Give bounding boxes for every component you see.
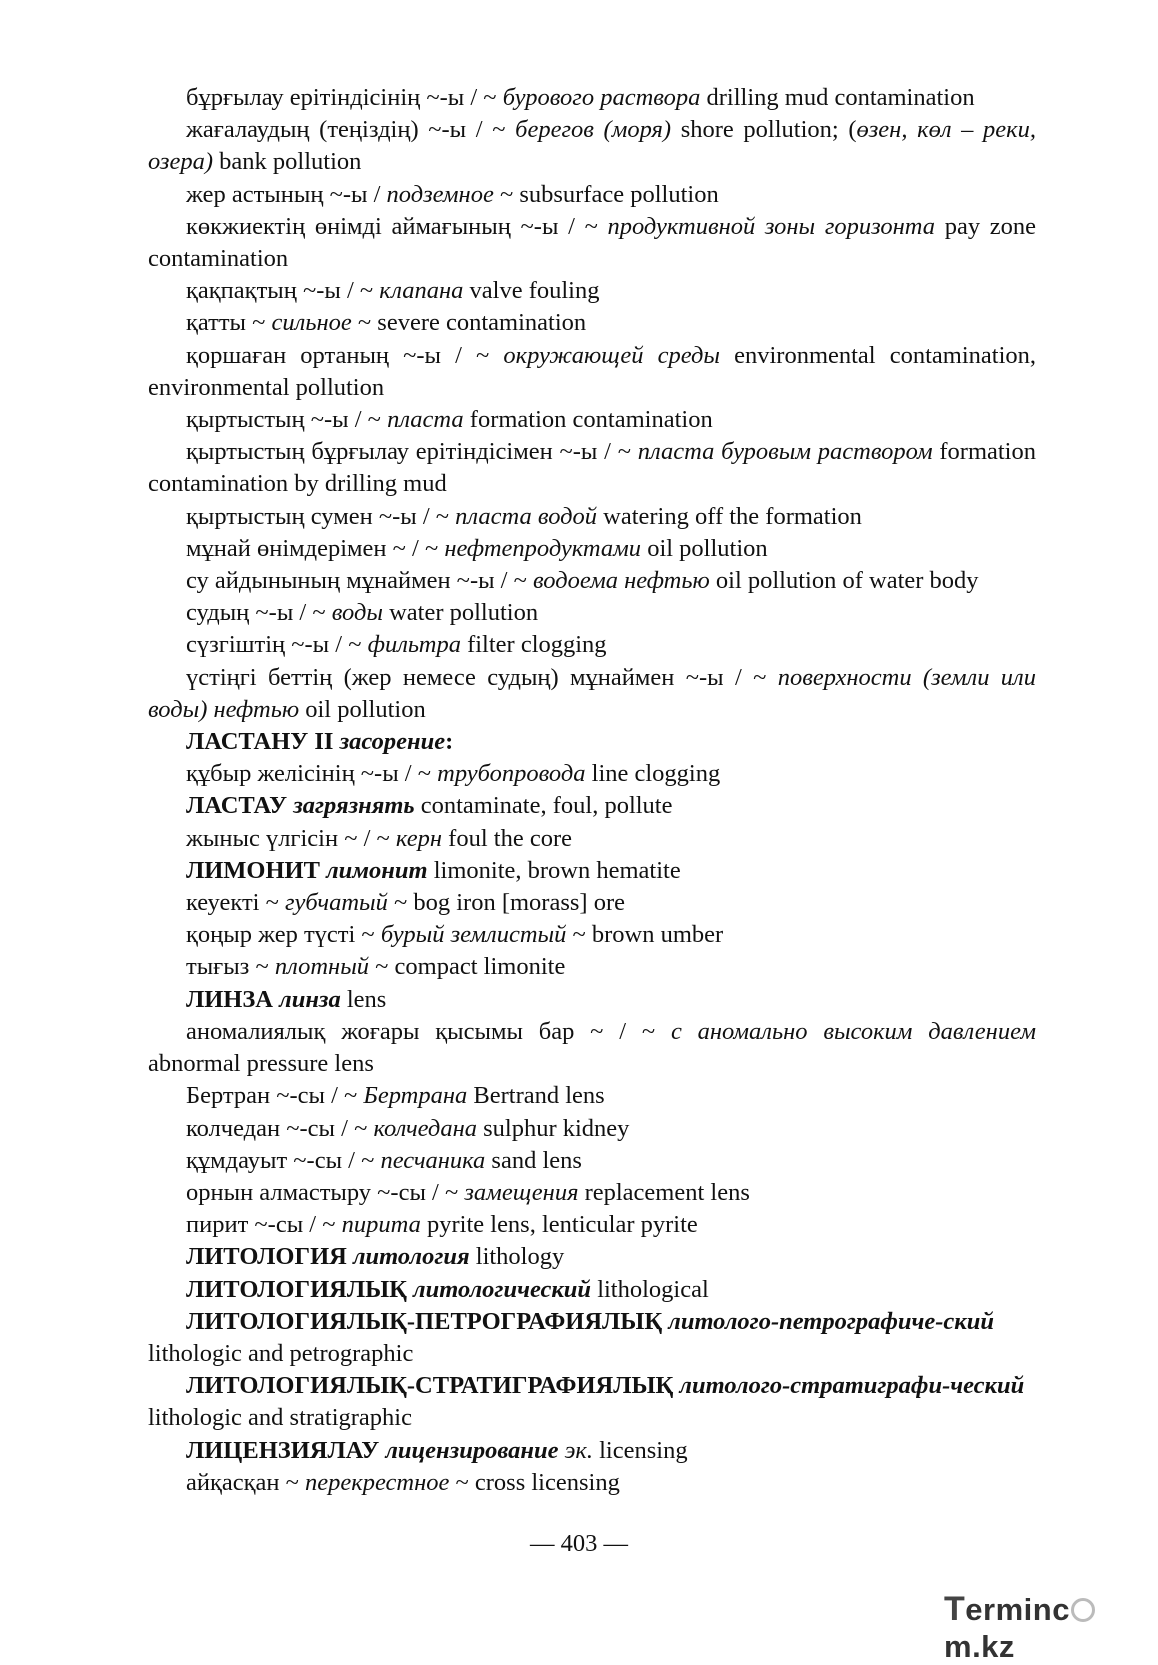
russian-term: пласта буровым раствором xyxy=(637,438,933,466)
headword: ЛИЦЕНЗИЯЛАУ xyxy=(186,1436,386,1464)
page-number: — 403 — xyxy=(530,1530,628,1557)
entry-text: құмдауыт ~-сы / ~ xyxy=(186,1146,381,1174)
dictionary-entry xyxy=(148,662,1036,726)
headword: ЛАСТАУ xyxy=(186,792,294,820)
russian-term: пласта водой xyxy=(455,502,598,530)
entry-text: water pollution xyxy=(382,599,539,627)
dictionary-entry xyxy=(148,565,1036,597)
entry-text: ~ compact limonite xyxy=(369,953,566,981)
russian-term: подземное xyxy=(386,180,494,208)
headword-russian: лимонит xyxy=(326,856,428,884)
headword: ЛИТОЛОГИЯЛЫҚ-ПЕТРОГРАФИЯЛЫҚ xyxy=(186,1307,669,1335)
entry-text: пирит ~-сы / ~ xyxy=(186,1211,342,1239)
entry-text: жағалаудың (теңіздің) ~-ы / ~ xyxy=(186,116,516,144)
entry-text: lithology xyxy=(469,1243,565,1271)
dictionary-entry xyxy=(148,984,1036,1016)
dictionary-entry xyxy=(148,1274,1036,1306)
dictionary-entry xyxy=(148,404,1036,436)
dictionary-entry xyxy=(148,340,1036,404)
headword: ЛИНЗА xyxy=(186,985,280,1013)
dictionary-entry xyxy=(148,1113,1036,1145)
russian-term: окружающей среды xyxy=(503,341,720,369)
dictionary-entry xyxy=(148,114,1036,178)
entry-text: колчедан ~-сы / ~ xyxy=(186,1114,374,1142)
russian-term: продуктивной зоны горизонта xyxy=(607,212,936,240)
dictionary-page xyxy=(148,82,1036,1499)
headword-russian: литология xyxy=(352,1243,470,1271)
entry-text: қыртыстың сумен ~-ы / ~ xyxy=(186,502,456,530)
logo-text-end: m.kz xyxy=(944,1629,1015,1664)
entry-text: қоршаған ортаның ~-ы / ~ xyxy=(186,341,504,369)
russian-term: бурый землистый xyxy=(380,921,567,949)
dictionary-entry xyxy=(148,919,1036,951)
entry-text: жыныс үлгісін ~ / ~ xyxy=(186,824,396,852)
russian-term: плотный xyxy=(274,953,370,981)
russian-term: поверхности (земли или воды) нефтью xyxy=(148,663,1036,723)
entry-text: қатты ~ xyxy=(186,309,272,337)
dictionary-entry xyxy=(148,436,1036,500)
entry-text: орнын алмастыру ~-сы / ~ xyxy=(186,1178,465,1206)
entry-text: қыртыстың ~-ы / ~ xyxy=(186,406,388,434)
dictionary-entry xyxy=(148,1306,1036,1370)
entry-text: ~ bog iron [morass] ore xyxy=(387,889,625,917)
entry-text: sulphur kidney xyxy=(476,1114,630,1142)
headword: ЛИТОЛОГИЯ xyxy=(186,1243,353,1271)
russian-term: губчатый xyxy=(284,889,388,917)
entry-text: аномалиялық жоғары қысымы бар ~ / ~ xyxy=(186,1017,671,1045)
russian-term: сильное xyxy=(271,309,352,337)
entry-text: pay zone contamination xyxy=(148,212,1036,273)
entry-text: formation contamination xyxy=(463,406,713,434)
dictionary-entry xyxy=(148,1370,1036,1434)
entry-text: бұрғылау ерітіндісінің ~-ы / ~ xyxy=(186,84,503,111)
headword-russian: литолого-петрографиче-ский xyxy=(668,1307,994,1335)
headword: ЛИТОЛОГИЯЛЫҚ xyxy=(186,1275,414,1303)
russian-term: эк. xyxy=(558,1436,593,1464)
dictionary-entry xyxy=(148,1145,1036,1177)
dictionary-entry xyxy=(148,1467,1036,1499)
russian-term: пирита xyxy=(341,1211,421,1239)
dictionary-entry xyxy=(148,790,1036,822)
entry-text: судың ~-ы / ~ xyxy=(186,599,332,627)
dictionary-entry xyxy=(148,629,1036,661)
entry-text: replacement lens xyxy=(578,1178,750,1206)
entry-text: жер астының ~-ы / xyxy=(186,180,387,208)
entry-text: limonite, brown hematite xyxy=(427,856,681,884)
entry-text: lithologic and stratigraphic xyxy=(148,1404,412,1432)
headword-russian: лицензирование xyxy=(385,1436,559,1464)
headword-russian: загрязнять xyxy=(293,792,415,820)
dictionary-entry xyxy=(148,211,1036,275)
dictionary-entry xyxy=(148,501,1036,533)
entry-text: қоңыр жер түсті ~ xyxy=(186,921,381,949)
entry-text: sand lens xyxy=(485,1146,582,1174)
dictionary-entry xyxy=(148,597,1036,629)
entry-text: құбыр желісінің ~-ы / ~ xyxy=(186,760,438,788)
headword-russian: литологический xyxy=(413,1275,592,1303)
dictionary-entry xyxy=(148,1080,1036,1112)
dictionary-entry xyxy=(148,82,1036,114)
russian-term: нефтепродуктами xyxy=(444,534,642,562)
russian-term: пласта xyxy=(387,406,464,434)
russian-term: өзен, көл – реки, озера) xyxy=(148,116,1036,176)
entry-text: мұнай өнімдерімен ~ / ~ xyxy=(186,534,445,562)
russian-term: водоема нефтью xyxy=(533,567,710,595)
headword: ЛАСТАНУ II xyxy=(186,728,340,756)
russian-term: клапана xyxy=(379,277,464,305)
russian-term: трубопровода xyxy=(437,760,586,788)
entry-text: ~ cross licensing xyxy=(449,1468,620,1496)
entry-text: oil pollution xyxy=(299,695,426,723)
russian-term: берегов (моря) xyxy=(515,116,672,144)
russian-term: колчедана xyxy=(373,1114,477,1142)
entry-text: айқасқан ~ xyxy=(186,1468,306,1496)
entry-text: ~ severe contamination xyxy=(351,309,587,337)
headword: : xyxy=(445,728,454,756)
headword-russian: засорение xyxy=(339,728,446,756)
entry-text: ~ brown umber xyxy=(566,921,724,949)
entry-text: watering off the formation xyxy=(597,502,862,530)
russian-term: замещения xyxy=(464,1178,579,1206)
entry-text: oil pollution xyxy=(641,534,768,562)
russian-term: перекрестное xyxy=(305,1468,450,1496)
dictionary-entry xyxy=(148,823,1036,855)
dictionary-entry xyxy=(148,533,1036,565)
entry-text: abnormal pressure lens xyxy=(148,1050,374,1078)
entry-text: тығыз ~ xyxy=(186,953,275,981)
dictionary-entry xyxy=(148,1177,1036,1209)
logo-letter: T xyxy=(944,1590,966,1628)
entry-text: сүзгіштің ~-ы / ~ xyxy=(186,631,368,659)
dictionary-entry xyxy=(148,275,1036,307)
logo-text-start: erminc xyxy=(965,1592,1070,1627)
entry-text: environmental contamination, environmental pollution xyxy=(148,341,1037,401)
entry-text: formation contamination by drilling mud xyxy=(148,438,1036,498)
russian-term: Бертрана xyxy=(363,1082,468,1110)
entry-text: oil pollution of water body xyxy=(709,567,979,595)
entry-text: lithological xyxy=(591,1275,709,1303)
entry-text: қақпақтың ~-ы / ~ xyxy=(186,277,380,305)
magnifier-icon xyxy=(1071,1598,1095,1622)
russian-term: песчаника xyxy=(380,1146,486,1174)
dictionary-entry xyxy=(148,1241,1036,1273)
entry-text: көкжиектің өнімді аймағының ~-ы / ~ xyxy=(186,212,608,240)
russian-term: с аномально высоким давлением xyxy=(670,1017,1036,1045)
russian-term: фильтра xyxy=(367,631,461,659)
entry-text: кеуекті ~ xyxy=(186,889,285,917)
entry-text: lithologic and petrographic xyxy=(148,1339,414,1367)
dictionary-entry xyxy=(148,1016,1036,1080)
dictionary-entry xyxy=(148,887,1036,919)
dictionary-entry xyxy=(148,855,1036,887)
entry-text: licensing xyxy=(593,1436,688,1464)
russian-term: воды xyxy=(331,599,383,627)
russian-term: бурового раствора xyxy=(502,84,701,111)
dictionary-entry xyxy=(148,951,1036,983)
entry-text: қыртыстың бұрғылау ерітіндісімен ~-ы / ~ xyxy=(186,438,638,466)
entry-text: lens xyxy=(340,985,387,1013)
headword-russian: линза xyxy=(279,985,341,1013)
dictionary-entry xyxy=(148,1209,1036,1241)
entry-text: shore pollution; ( xyxy=(671,116,857,144)
entry-text: bank pollution xyxy=(213,148,362,176)
entry-text: Bertrand lens xyxy=(467,1082,605,1110)
entry-text: ~ subsurface pollution xyxy=(493,180,719,208)
entry-text: drilling mud contamination xyxy=(700,84,975,111)
russian-term: керн xyxy=(395,824,443,852)
headword-russian: литолого-стратиграфи-ческий xyxy=(679,1372,1025,1400)
entry-text: су айдынының мұнаймен ~-ы / ~ xyxy=(186,567,533,595)
entry-text: үстіңгі беттің (жер немесе судың) мұнаймен ~-ы / ~ xyxy=(186,663,778,691)
headword: ЛИМОНИТ xyxy=(186,856,327,884)
dictionary-entry xyxy=(148,307,1036,339)
headword: ЛИТОЛОГИЯЛЫҚ-СТРАТИГРАФИЯЛЫҚ xyxy=(186,1372,680,1400)
dictionary-entry xyxy=(148,179,1036,211)
dictionary-entry xyxy=(148,1435,1036,1467)
entry-text: valve fouling xyxy=(463,277,600,305)
entry-text: contaminate, foul, pollute xyxy=(414,792,673,820)
entry-text: pyrite lens, lenticular pyrite xyxy=(420,1211,698,1239)
termincom-logo xyxy=(944,1590,1158,1665)
dictionary-entry xyxy=(148,758,1036,790)
entry-text: foul the core xyxy=(442,824,572,852)
dictionary-entry xyxy=(148,726,1036,758)
entry-text: Бертран ~-сы / ~ xyxy=(186,1082,364,1110)
entry-text: line clogging xyxy=(585,760,721,788)
entry-text: filter clogging xyxy=(460,631,607,659)
